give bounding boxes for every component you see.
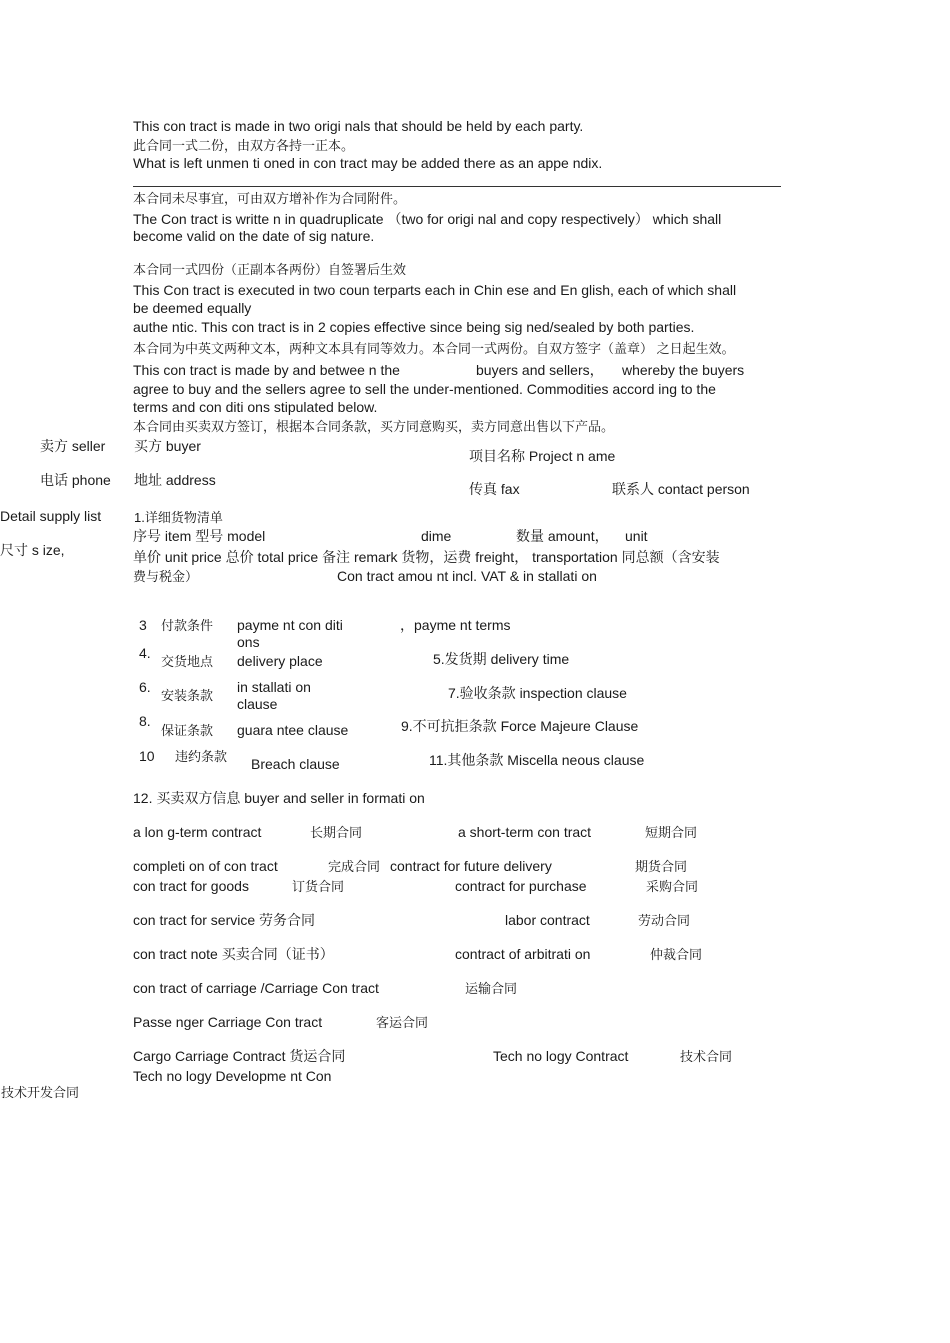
intro-line-10a-1: This con tract is made by and betwee n the xyxy=(133,362,400,378)
term-en: completi on of con tract xyxy=(133,858,278,874)
clause-right: 5.发货期 delivery time xyxy=(433,651,570,667)
project-name-label: 项目名称 Project n ame xyxy=(469,448,616,464)
term-cn: 短期合同 xyxy=(645,825,698,840)
term-cn: 仲裁合同 xyxy=(650,947,703,962)
clause-number: 10 xyxy=(139,748,155,764)
term-en: Cargo Carriage Contract 货运合同 xyxy=(133,1048,346,1064)
intro-line-8: authe ntic. This con tract is in 2 copies effective since being sig ned/sealed by both parties. xyxy=(133,319,695,335)
contact-person-label: 联系人 contact person xyxy=(612,481,750,497)
column-dime: dime xyxy=(421,528,452,544)
term-cn: 长期合同 xyxy=(310,825,363,840)
term-en: con tract of carriage /Carriage Con tract xyxy=(133,980,379,996)
intro-line-10a-3: whereby the buyers xyxy=(622,362,745,378)
term-cn: 采购合同 xyxy=(646,879,699,894)
column-unit: unit xyxy=(625,528,648,544)
intro-line-5b: become valid on the date of sig nature. xyxy=(133,228,375,244)
clause-cn: 交货地点 xyxy=(161,654,214,669)
term-cn: 客运合同 xyxy=(376,1015,429,1030)
term-en: a lon g-term contract xyxy=(133,824,262,840)
term-cn: 期货合同 xyxy=(635,859,688,874)
clause-cn: 违约条款 xyxy=(175,749,228,764)
intro-line-2: 此合同一式二份，由双方各持一正本。 xyxy=(133,138,355,153)
fax-label: 传真 fax xyxy=(469,481,520,497)
clause-en: in stallati on clause xyxy=(237,679,311,712)
column-amount: 数量 amount， xyxy=(516,528,609,544)
tax-label: 费与税金） xyxy=(133,569,199,584)
term-en: con tract for goods xyxy=(133,878,249,894)
divider-line xyxy=(133,186,781,187)
supply-heading: 1.详细货物清单 xyxy=(134,510,223,525)
term-cn: 劳动合同 xyxy=(638,913,691,928)
term-en: contract for future delivery xyxy=(390,858,552,874)
phone-label: 电话 phone xyxy=(40,472,111,488)
intro-line-10a-2: buyers and sellers， xyxy=(476,362,604,378)
intro-line-3: What is left unmen ti oned in con tract may be added there as an appe ndix. xyxy=(133,155,603,171)
column-item-model: 序号 item 型号 model xyxy=(133,528,266,544)
clause-en: Breach clause xyxy=(251,756,340,772)
intro-line-7a: This Con tract is executed in two coun terparts each in Chin ese and En glish, each of which shall xyxy=(133,282,737,298)
column-price-row: 单价 unit price 总价 total price 备注 remark 货物，运费 freight， transportation 同总额（含安装 xyxy=(133,549,720,565)
term-side-cn: 技术开发合同 xyxy=(1,1085,80,1100)
clause-right: ，payme nt terms xyxy=(400,617,511,633)
term-en: con tract note 买卖合同（证书） xyxy=(133,946,334,962)
contract-amount-label: Con tract amou nt incl. VAT & in stallati on xyxy=(337,568,597,584)
clause-right: 11.其他条款 Miscella neous clause xyxy=(429,752,645,768)
term-en: con tract for service 劳务合同 xyxy=(133,912,316,928)
clause-right: 9.不可抗拒条款 Force Majeure Clause xyxy=(401,718,639,734)
clause-en: delivery place xyxy=(237,653,323,669)
term-cn: 运输合同 xyxy=(465,981,518,996)
clause-cn: 安装条款 xyxy=(161,688,214,703)
term-cn: 技术合同 xyxy=(680,1049,733,1064)
address-label: 地址 address xyxy=(134,472,216,488)
clause-number: 3 xyxy=(139,617,147,633)
intro-line-1: This con tract is made in two origi nals that should be held by each party. xyxy=(133,118,584,134)
size-label: 尺寸 s ize, xyxy=(0,542,65,558)
term-en: Passe nger Carriage Con tract xyxy=(133,1014,323,1030)
intro-line-10b: agree to buy and the sellers agree to sell the under-mentioned. Commodities accord ing to the xyxy=(133,381,716,397)
intro-line-10c: terms and con diti ons stipulated below. xyxy=(133,399,378,415)
clause-cn: 保证条款 xyxy=(161,723,214,738)
info-heading: 12. 买卖双方信息 buyer and seller in formati on xyxy=(133,790,425,806)
clause-number: 6. xyxy=(139,679,151,695)
term-cn: 订货合同 xyxy=(292,879,345,894)
clause-cn: 付款条件 xyxy=(161,618,214,633)
clause-en: payme nt con diti ons xyxy=(237,617,343,650)
detail-supply-list-label: Detail supply list xyxy=(0,508,102,524)
term-en: Tech no logy Contract xyxy=(493,1048,629,1064)
intro-line-4: 本合同未尽事宜，可由双方增补作为合同附件。 xyxy=(133,191,407,206)
term-en: contract for purchase xyxy=(455,878,587,894)
intro-line-9: 本合同为中英文两种文本，两种文本具有同等效力。本合同一式两份。自双方签字（盖章） 之日起生效。 xyxy=(133,341,735,356)
term-en: a short-term con tract xyxy=(458,824,592,840)
term-en: labor contract xyxy=(505,912,590,928)
clause-en: guara ntee clause xyxy=(237,722,349,738)
buyer-label: 买方 buyer xyxy=(134,438,201,454)
seller-label: 卖方 seller xyxy=(40,438,106,454)
term-en: contract of arbitrati on xyxy=(455,946,591,962)
intro-line-5a: The Con tract is writte n in quadruplicate （two for origi nal and copy respectively） which shall xyxy=(133,211,722,227)
term-cn: 完成合同 xyxy=(328,859,381,874)
intro-line-6: 本合同一式四份（正副本各两份）自签署后生效 xyxy=(133,262,407,277)
intro-line-11: 本合同由买卖双方签订，根据本合同条款，买方同意购买，卖方同意出售以下产品。 xyxy=(133,419,615,434)
term-en: Tech no logy Developme nt Con xyxy=(133,1068,332,1084)
intro-line-7b: be deemed equally xyxy=(133,300,252,316)
clause-number: 4. xyxy=(139,645,151,661)
clause-number: 8. xyxy=(139,713,151,729)
clause-right: 7.验收条款 inspection clause xyxy=(448,685,627,701)
